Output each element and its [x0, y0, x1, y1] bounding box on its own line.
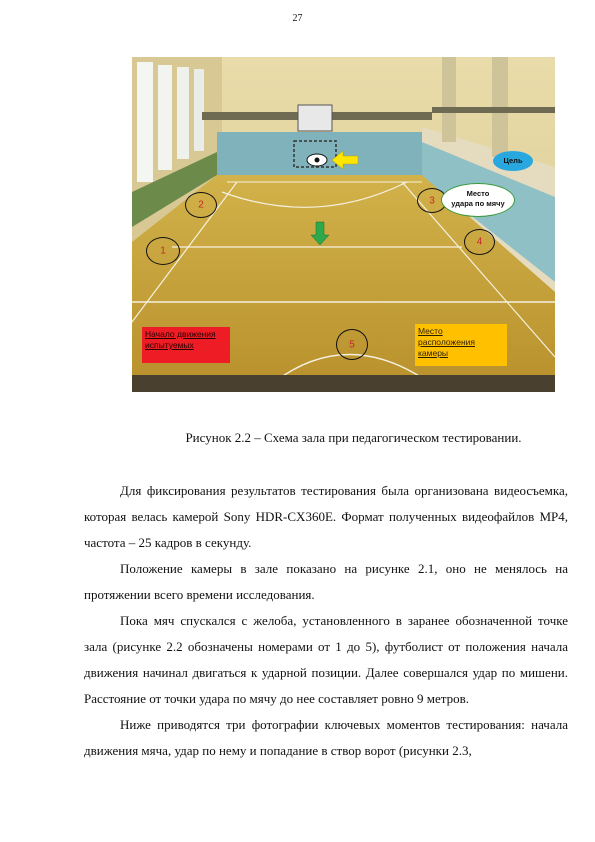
gym-scheme-figure [132, 57, 555, 392]
paragraph-1: Для фиксирования результатов тестирования была организована видеосъемка, которая велась камерой Sony HDR-CX360E. Формат полученных видеофайлов MP4, частота – 25 кадров в секунду. [84, 483, 568, 550]
paragraph-3: Пока мяч спускался с желоба, установленного в заранее обозначенной точке зала (рисунке 2.2 обозначены номерами от 1 до 5), футболист от положения начала движения начинал двигаться к ударной позиции. Далее совершался удар по мишени. Расстояние от точки удара по мячу до нее составляет ровно 9 метров. [84, 613, 568, 706]
paragraph-4: Ниже приводятся три фотографии ключевых моментов тестирования: начала движения мяча, удар по нему и попадание в створ ворот (рисунки 2.3, [84, 717, 568, 758]
kick-label-line-1: Место [466, 189, 490, 198]
position-marker-2 [185, 192, 217, 218]
camera-label-line-3: камеры [418, 348, 449, 358]
marker-4-number: 4 [476, 236, 483, 248]
figure-caption: Рисунок 2.2 – Схема зала при педагогическом тестировании. [185, 430, 522, 445]
marker-1-number: 1 [160, 245, 166, 257]
position-marker-5 [336, 329, 368, 360]
target-bubble: Цель [493, 151, 533, 171]
page-number: 27 [292, 13, 303, 24]
marker-3-number: 3 [429, 195, 435, 206]
marker-5-number: 5 [349, 339, 355, 350]
camera-location-label [415, 324, 507, 366]
position-marker-4 [464, 229, 495, 255]
kick-label-line-2: удара по мячу [451, 199, 505, 208]
body-text [84, 478, 568, 764]
camera-label-line-1: Место [418, 326, 443, 336]
camera-label-line-2: расположения [418, 337, 475, 347]
marker-2-number: 2 [198, 199, 204, 211]
start-label-line-2: испытуемых [145, 340, 194, 350]
position-marker-1 [146, 237, 180, 265]
kick-place-bubble [441, 183, 515, 217]
paragraph-2: Положение камеры в зале показано на рисунке 2.1, оно не менялось на протяжении всего времени исследования. [84, 561, 568, 602]
start-label-line-1: Начало движения [145, 329, 216, 339]
start-movement-label [142, 327, 230, 363]
